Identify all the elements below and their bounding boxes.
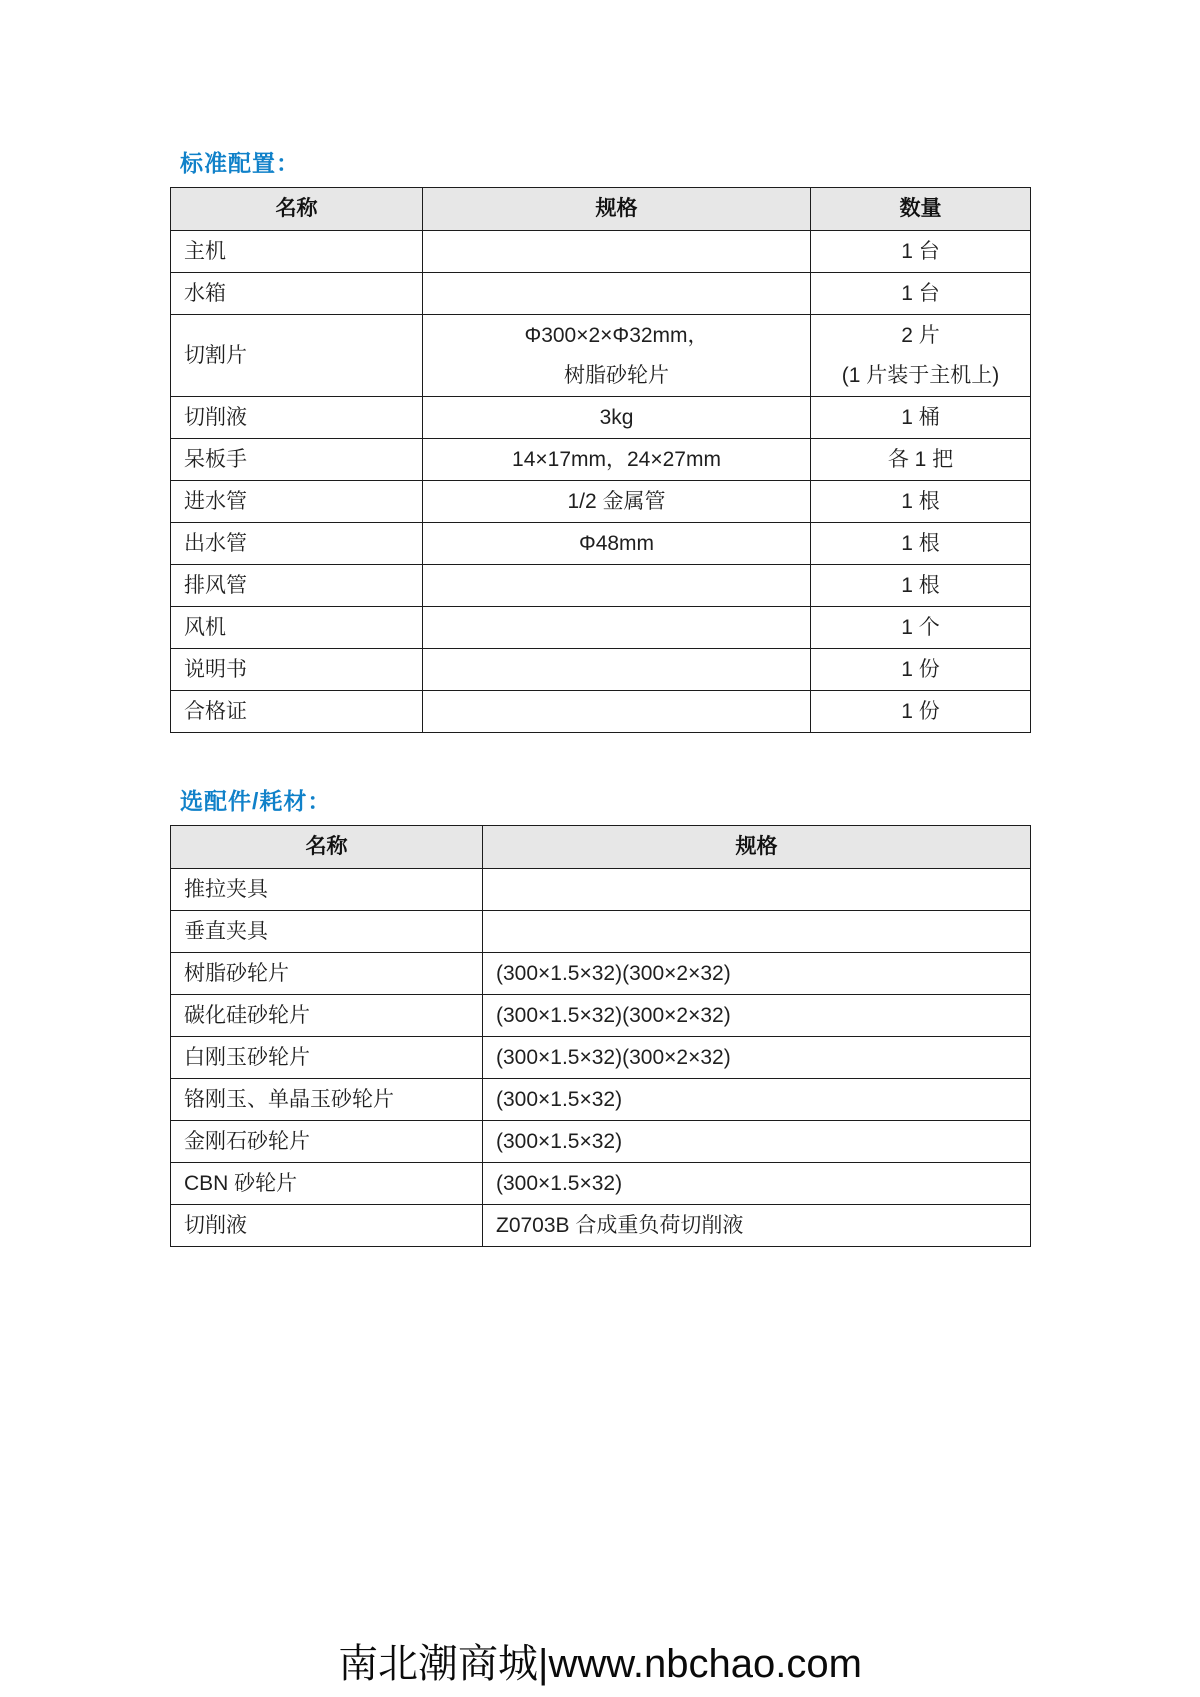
table-cell: 2 片 (1 片装于主机上) xyxy=(811,315,1031,397)
column-header: 名称 xyxy=(171,188,423,231)
standard-config-section xyxy=(170,148,1030,733)
table-cell: 1 桶 xyxy=(811,397,1031,439)
table-row xyxy=(171,1121,1031,1163)
table-cell: 切削液 xyxy=(171,397,423,439)
table-cell: Φ48mm xyxy=(423,523,811,565)
table-cell: 白刚玉砂轮片 xyxy=(171,1037,483,1079)
standard-config-body xyxy=(171,231,1031,733)
table-cell: 1 个 xyxy=(811,607,1031,649)
table-cell: 切削液 xyxy=(171,1205,483,1247)
table-cell: 1 根 xyxy=(811,523,1031,565)
table-row xyxy=(171,953,1031,995)
optional-parts-body xyxy=(171,869,1031,1247)
table-cell: 风机 xyxy=(171,607,423,649)
table-cell: (300×1.5×32) xyxy=(483,1079,1031,1121)
document-content xyxy=(170,0,1030,1247)
table-cell xyxy=(423,649,811,691)
table-cell: (300×1.5×32) xyxy=(483,1163,1031,1205)
table-row xyxy=(171,565,1031,607)
column-header: 名称 xyxy=(171,826,483,869)
standard-config-header-row xyxy=(171,188,1031,231)
table-cell: 1 根 xyxy=(811,565,1031,607)
table-cell: 1 份 xyxy=(811,691,1031,733)
table-cell: 1/2 金属管 xyxy=(423,481,811,523)
table-cell: 1 台 xyxy=(811,273,1031,315)
table-row xyxy=(171,649,1031,691)
table-row xyxy=(171,273,1031,315)
table-row xyxy=(171,691,1031,733)
table-cell: 1 根 xyxy=(811,481,1031,523)
table-row xyxy=(171,911,1031,953)
table-cell: 推拉夹具 xyxy=(171,869,483,911)
table-cell xyxy=(483,911,1031,953)
table-cell: 碳化硅砂轮片 xyxy=(171,995,483,1037)
table-row xyxy=(171,481,1031,523)
table-cell xyxy=(423,691,811,733)
table-cell xyxy=(483,869,1031,911)
optional-parts-title: 选配件/耗材： xyxy=(180,788,332,814)
table-cell xyxy=(423,231,811,273)
table-row xyxy=(171,995,1031,1037)
table-cell: 进水管 xyxy=(171,481,423,523)
table-cell: (300×1.5×32)(300×2×32) xyxy=(483,1037,1031,1079)
table-row xyxy=(171,523,1031,565)
table-cell: 说明书 xyxy=(171,649,423,691)
table-cell: 切割片 xyxy=(171,315,423,397)
table-cell: 各 1 把 xyxy=(811,439,1031,481)
watermark: 南北潮商城|www.nbchao.com xyxy=(338,1642,862,1686)
table-cell: Z0703B 合成重负荷切削液 xyxy=(483,1205,1031,1247)
table-cell: 垂直夹具 xyxy=(171,911,483,953)
table-cell: (300×1.5×32)(300×2×32) xyxy=(483,953,1031,995)
table-row xyxy=(171,1037,1031,1079)
table-cell: 主机 xyxy=(171,231,423,273)
table-cell xyxy=(423,273,811,315)
table-cell: (300×1.5×32) xyxy=(483,1121,1031,1163)
table-cell: 1 份 xyxy=(811,649,1031,691)
table-row xyxy=(171,1205,1031,1247)
table-row xyxy=(171,439,1031,481)
table-row xyxy=(171,1079,1031,1121)
table-cell xyxy=(423,607,811,649)
table-cell xyxy=(423,565,811,607)
table-row xyxy=(171,315,1031,397)
table-row xyxy=(171,231,1031,273)
table-cell: 1 台 xyxy=(811,231,1031,273)
standard-config-title: 标准配置： xyxy=(180,150,300,176)
optional-parts-section xyxy=(170,786,1030,1247)
table-cell: 树脂砂轮片 xyxy=(171,953,483,995)
table-cell: (300×1.5×32)(300×2×32) xyxy=(483,995,1031,1037)
column-header: 规格 xyxy=(483,826,1031,869)
table-row xyxy=(171,869,1031,911)
optional-parts-header-row xyxy=(171,826,1031,869)
column-header: 数量 xyxy=(811,188,1031,231)
column-header: 规格 xyxy=(423,188,811,231)
table-cell: 水箱 xyxy=(171,273,423,315)
table-cell: 3kg xyxy=(423,397,811,439)
table-cell: 14×17mm，24×27mm xyxy=(423,439,811,481)
table-cell: 出水管 xyxy=(171,523,423,565)
table-cell: Φ300×2×Φ32mm， 树脂砂轮片 xyxy=(423,315,811,397)
table-cell: 排风管 xyxy=(171,565,423,607)
table-row xyxy=(171,1163,1031,1205)
table-cell: 呆板手 xyxy=(171,439,423,481)
table-row xyxy=(171,607,1031,649)
table-cell: 合格证 xyxy=(171,691,423,733)
table-cell: CBN 砂轮片 xyxy=(171,1163,483,1205)
standard-config-table xyxy=(170,187,1031,733)
optional-parts-table xyxy=(170,825,1031,1247)
table-row xyxy=(171,397,1031,439)
table-cell: 铬刚玉、单晶玉砂轮片 xyxy=(171,1079,483,1121)
table-cell: 金刚石砂轮片 xyxy=(171,1121,483,1163)
